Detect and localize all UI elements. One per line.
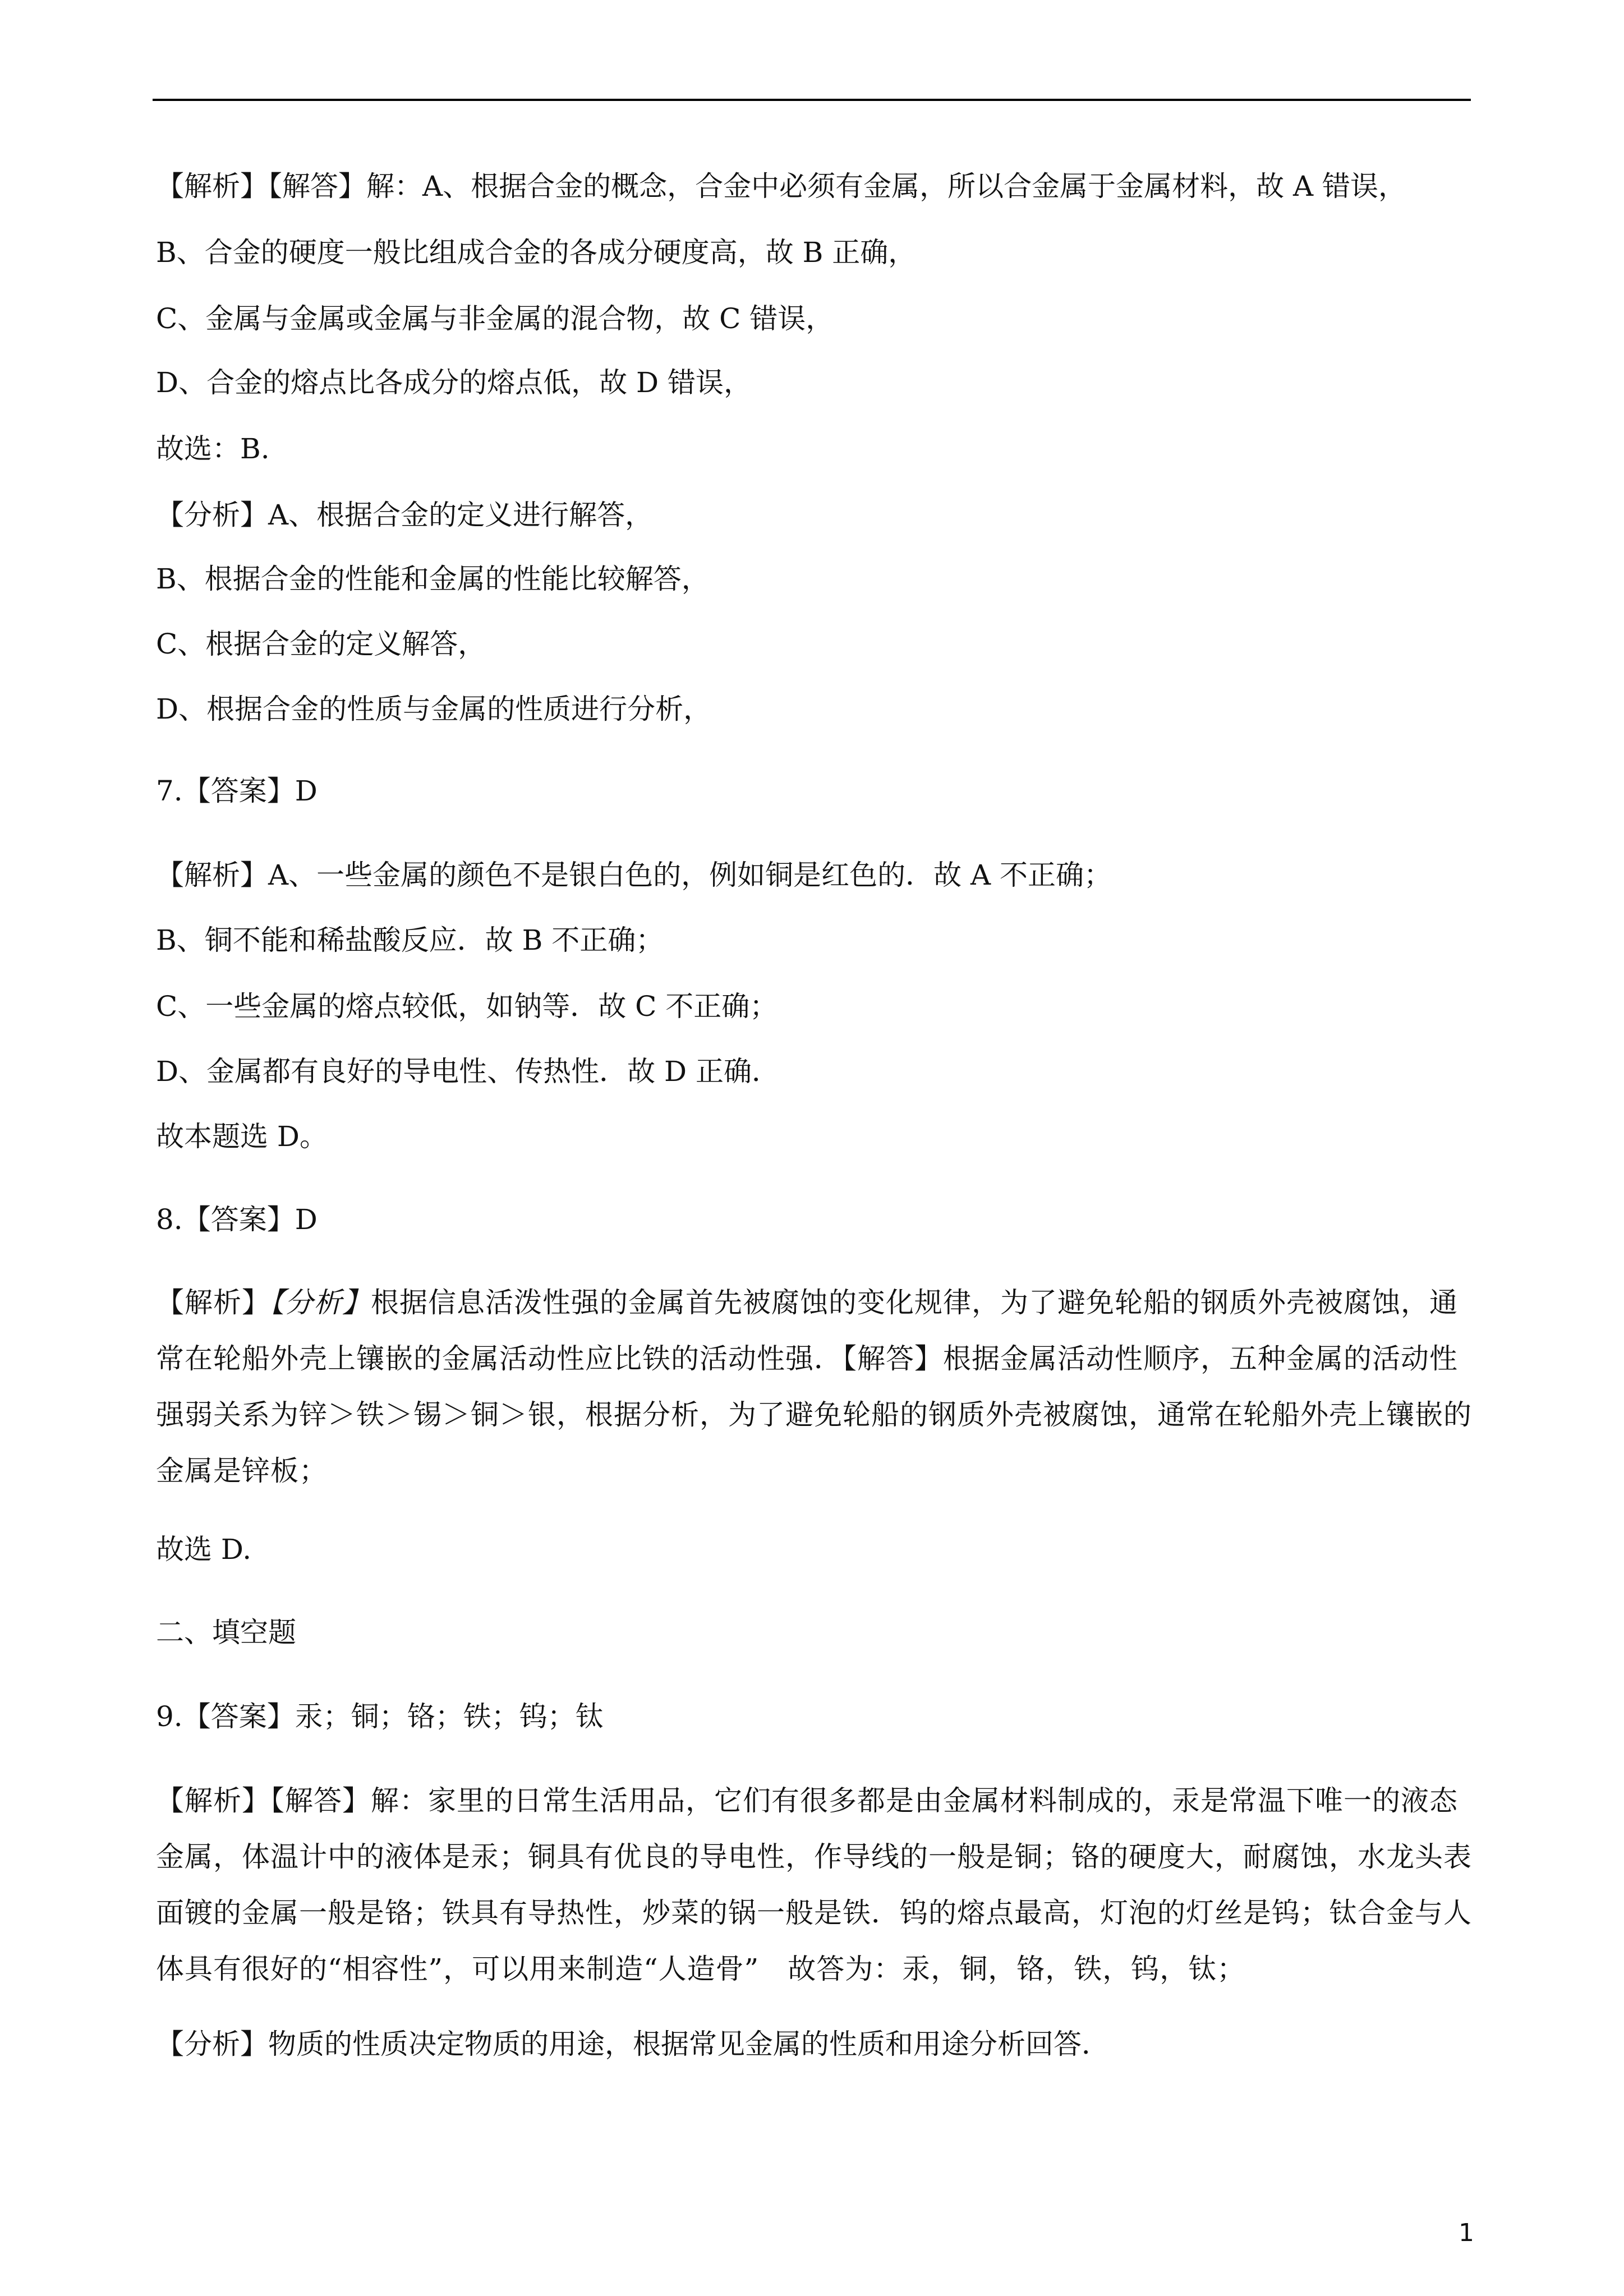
page-number: 1 [1459, 2219, 1474, 2247]
text-line: B、合金的硬度一般比组成合金的各成分硬度高，故 B 正确， [156, 236, 917, 269]
answer-heading: 7.【答案】D [156, 775, 318, 807]
text-line: C、一些金属的熔点较低，如钠等．故 C 不正确； [156, 990, 778, 1023]
text-line: B、根据合金的性能和金属的性能比较解答， [156, 563, 710, 595]
text-line: 故选 D. [156, 1533, 252, 1566]
section-heading: 二、填空题 [156, 1616, 296, 1649]
label-fenxi: 【分析】 [270, 1286, 371, 1319]
explanation-paragraph: 【解析】【解答】解：家里的日常生活用品，它们有很多都是由金属材料制成的，汞是常温下唯一的液态金属，体温计中的液体是汞；铜具有优良的导电性，作导线的一般是铜；铬的硬度大，耐腐蚀，水龙头表面镀的金属一般是铬；铁具有导热性，炒菜的锅一般是铁．钨的熔点最高，灯泡的灯丝是钨；钛合金与人体具有很好的“相容性”，可以用来制造“人造骨” 故答为：汞，铜，铬，铁，钨，钛； [156, 1784, 1472, 1985]
text-line: D、金属都有良好的导电性、传热性．故 D 正确． [156, 1055, 780, 1088]
text-line: D、合金的熔点比各成分的熔点低，故 D 错误， [156, 366, 752, 399]
text-line: C、金属与金属或金属与非金属的混合物，故 C 错误， [156, 302, 834, 335]
text-line: 故本题选 D。 [156, 1120, 328, 1153]
analysis-line: 【分析】物质的性质决定物质的用途，根据常见金属的性质和用途分析回答． [156, 2028, 1110, 2060]
label-analysis: 【解析】 [156, 1286, 270, 1319]
text-line: D、根据合金的性质与金属的性质进行分析， [156, 693, 712, 725]
answer-heading: 8.【答案】D [156, 1203, 318, 1236]
answer-heading: 9.【答案】汞；铜；铬；铁；钨；钛 [156, 1700, 604, 1733]
text-line: 【解析】A、一些金属的颜色不是银白色的，例如铜是红色的．故 A 不正确； [156, 859, 1112, 891]
text-line: 【分析】A、根据合金的定义进行解答， [156, 499, 654, 531]
header-rule [153, 99, 1471, 101]
text-line: 【解析】【解答】解：A、根据合金的概念，合金中必须有金属，所以合金属于金属材料，故 A 错误， [156, 170, 1407, 203]
explanation-paragraph [156, 1274, 1474, 1499]
text-line: B、铜不能和稀盐酸反应．故 B 不正确； [156, 924, 664, 956]
paragraph-text: 根据信息活泼性强的金属首先被腐蚀的变化规律，为了避免轮船的钢质外壳被腐蚀，通常在轮船外壳上镶嵌的金属活动性应比铁的活动性强．【解答】根据金属活动性顺序，五种金属的活动性强弱关系为锌＞铁＞锡＞铜＞银，根据分析，为了避免轮船的钢质外壳被腐蚀，通常在轮船外壳上镶嵌的金属是锌板； [156, 1286, 1472, 1487]
text-line: 故选：B. [156, 432, 270, 465]
text-line: C、根据合金的定义解答， [156, 628, 486, 660]
